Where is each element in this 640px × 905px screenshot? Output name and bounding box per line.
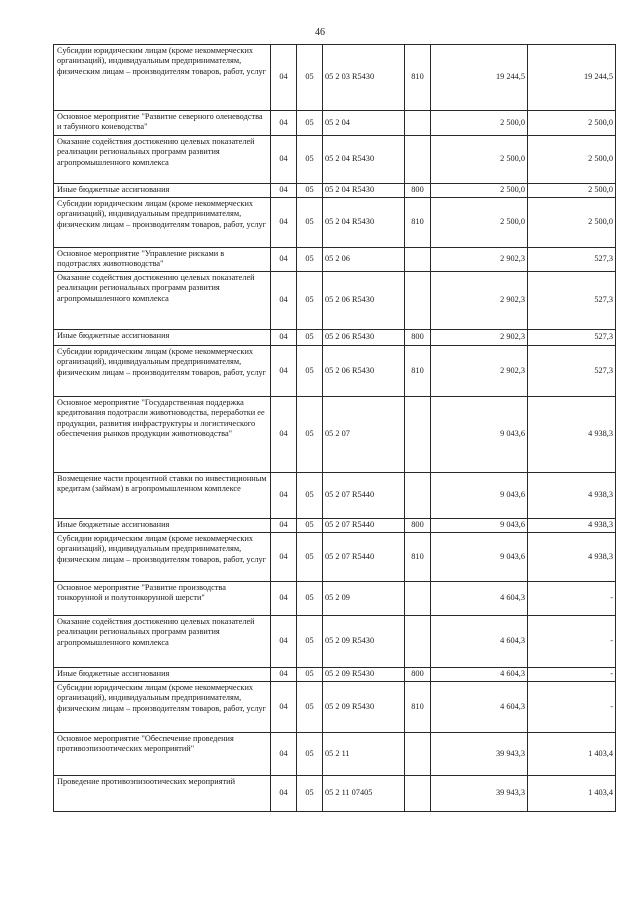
table-row [54, 330, 616, 346]
row-sum-1: 2 902,3 [431, 346, 528, 397]
row-sum-1: 2 500,0 [431, 184, 528, 198]
row-podrazdel: 05 [297, 184, 323, 198]
table-row [54, 533, 616, 582]
row-vr: 810 [405, 346, 431, 397]
row-podrazdel: 05 [297, 272, 323, 330]
row-razdel: 04 [271, 136, 297, 184]
row-name: Субсидии юридическим лицам (кроме некоммерческих организаций), индивидуальным предпринимателям, физическим лицам – производителям товаров, работ, услуг [54, 346, 271, 397]
row-csr: 05 2 07 R5440 [323, 519, 405, 533]
table-row [54, 184, 616, 198]
row-sum-2: 4 938,3 [528, 519, 616, 533]
row-vr: 810 [405, 45, 431, 111]
row-vr [405, 733, 431, 776]
row-razdel: 04 [271, 198, 297, 248]
budget-table [53, 44, 616, 812]
row-razdel: 04 [271, 733, 297, 776]
row-sum-2: 527,3 [528, 346, 616, 397]
row-sum-2: 527,3 [528, 330, 616, 346]
row-podrazdel: 05 [297, 330, 323, 346]
row-sum-1: 9 043,6 [431, 533, 528, 582]
row-sum-1: 4 604,3 [431, 616, 528, 668]
row-name: Субсидии юридическим лицам (кроме некоммерческих организаций), индивидуальным предпринимателям, физическим лицам – производителям товаров, работ, услуг [54, 682, 271, 733]
row-name: Основное мероприятие "Обеспечение проведения противоэпизоотических мероприятий" [54, 733, 271, 776]
row-podrazdel: 05 [297, 346, 323, 397]
row-vr: 800 [405, 668, 431, 682]
row-csr: 05 2 04 [323, 111, 405, 136]
row-sum-1: 2 500,0 [431, 198, 528, 248]
row-name: Субсидии юридическим лицам (кроме некоммерческих организаций), индивидуальным предпринимателям, физическим лицам – производителям товаров, работ, услуг [54, 533, 271, 582]
row-vr [405, 111, 431, 136]
row-vr [405, 136, 431, 184]
row-vr: 810 [405, 198, 431, 248]
row-podrazdel: 05 [297, 668, 323, 682]
row-podrazdel: 05 [297, 473, 323, 519]
row-sum-1: 19 244,5 [431, 45, 528, 111]
row-razdel: 04 [271, 248, 297, 272]
row-sum-2: 19 244,5 [528, 45, 616, 111]
row-razdel: 04 [271, 582, 297, 616]
table-row [54, 582, 616, 616]
row-sum-2: 2 500,0 [528, 198, 616, 248]
row-sum-1: 2 500,0 [431, 111, 528, 136]
row-sum-1: 4 604,3 [431, 668, 528, 682]
row-razdel: 04 [271, 346, 297, 397]
row-csr: 05 2 04 R5430 [323, 198, 405, 248]
row-podrazdel: 05 [297, 136, 323, 184]
row-sum-2: - [528, 582, 616, 616]
row-sum-2: - [528, 682, 616, 733]
table-row [54, 668, 616, 682]
row-podrazdel: 05 [297, 519, 323, 533]
row-vr [405, 248, 431, 272]
table-row [54, 45, 616, 111]
row-name: Оказание содействия достижению целевых показателей реализации региональных программ развития агропромышленного комплекса [54, 616, 271, 668]
row-razdel: 04 [271, 111, 297, 136]
table-row [54, 111, 616, 136]
row-csr: 05 2 07 [323, 397, 405, 473]
table-row [54, 733, 616, 776]
row-sum-1: 2 500,0 [431, 136, 528, 184]
row-csr: 05 2 09 R5430 [323, 668, 405, 682]
row-name: Основное мероприятие "Развитие производства тонкорунной и полутонкорунной шерсти" [54, 582, 271, 616]
table-row [54, 473, 616, 519]
row-csr: 05 2 06 R5430 [323, 346, 405, 397]
row-csr: 05 2 09 R5430 [323, 682, 405, 733]
row-sum-2: 4 938,3 [528, 473, 616, 519]
row-razdel: 04 [271, 776, 297, 812]
row-sum-1: 2 902,3 [431, 248, 528, 272]
table-row [54, 519, 616, 533]
row-sum-2: 4 938,3 [528, 397, 616, 473]
row-csr: 05 2 03 R5430 [323, 45, 405, 111]
row-name: Иные бюджетные ассигнования [54, 184, 271, 198]
row-razdel: 04 [271, 473, 297, 519]
table-body [54, 45, 616, 812]
row-name: Основное мероприятие "Развитие северного оленеводства и табунного коневодства" [54, 111, 271, 136]
row-sum-2: 1 403,4 [528, 776, 616, 812]
table-row [54, 616, 616, 668]
row-csr: 05 2 06 R5430 [323, 272, 405, 330]
row-razdel: 04 [271, 519, 297, 533]
row-razdel: 04 [271, 668, 297, 682]
row-name: Основное мероприятие "Управление рисками в подотраслях животноводства" [54, 248, 271, 272]
row-sum-1: 4 604,3 [431, 582, 528, 616]
row-razdel: 04 [271, 45, 297, 111]
row-podrazdel: 05 [297, 776, 323, 812]
row-podrazdel: 05 [297, 45, 323, 111]
row-sum-2: 527,3 [528, 248, 616, 272]
row-sum-2: 2 500,0 [528, 111, 616, 136]
row-csr: 05 2 06 R5430 [323, 330, 405, 346]
row-sum-2: - [528, 668, 616, 682]
row-razdel: 04 [271, 682, 297, 733]
row-sum-1: 2 902,3 [431, 272, 528, 330]
row-podrazdel: 05 [297, 616, 323, 668]
row-podrazdel: 05 [297, 248, 323, 272]
row-vr [405, 397, 431, 473]
row-csr: 05 2 06 [323, 248, 405, 272]
table-row [54, 682, 616, 733]
row-name: Оказание содействия достижению целевых показателей реализации региональных программ развития агропромышленного комплекса [54, 136, 271, 184]
row-csr: 05 2 09 R5430 [323, 616, 405, 668]
row-razdel: 04 [271, 272, 297, 330]
row-vr [405, 582, 431, 616]
row-sum-2: 2 500,0 [528, 136, 616, 184]
row-vr [405, 616, 431, 668]
row-sum-2: 1 403,4 [528, 733, 616, 776]
row-name: Оказание содействия достижению целевых показателей реализации региональных программ развития агропромышленного комплекса [54, 272, 271, 330]
row-name: Иные бюджетные ассигнования [54, 330, 271, 346]
row-sum-1: 9 043,6 [431, 473, 528, 519]
page-number: 46 [315, 27, 325, 38]
row-sum-1: 4 604,3 [431, 682, 528, 733]
table-row [54, 397, 616, 473]
row-podrazdel: 05 [297, 397, 323, 473]
table-row [54, 248, 616, 272]
table-row [54, 776, 616, 812]
row-csr: 05 2 07 R5440 [323, 533, 405, 582]
row-sum-1: 39 943,3 [431, 733, 528, 776]
row-vr [405, 776, 431, 812]
row-name: Субсидии юридическим лицам (кроме некоммерческих организаций), индивидуальным предпринимателям, физическим лицам – производителям товаров, работ, услуг [54, 45, 271, 111]
row-csr: 05 2 09 [323, 582, 405, 616]
row-podrazdel: 05 [297, 533, 323, 582]
row-sum-2: - [528, 616, 616, 668]
row-sum-1: 39 943,3 [431, 776, 528, 812]
row-name: Возмещение части процентной ставки по инвестиционным кредитам (займам) в агропромышленном комплексе [54, 473, 271, 519]
row-sum-2: 527,3 [528, 272, 616, 330]
row-podrazdel: 05 [297, 682, 323, 733]
row-razdel: 04 [271, 533, 297, 582]
row-vr: 800 [405, 330, 431, 346]
row-vr: 810 [405, 533, 431, 582]
row-razdel: 04 [271, 184, 297, 198]
row-podrazdel: 05 [297, 582, 323, 616]
row-name: Проведение противоэпизоотических мероприятий [54, 776, 271, 812]
row-sum-2: 2 500,0 [528, 184, 616, 198]
row-csr: 05 2 04 R5430 [323, 136, 405, 184]
row-sum-1: 9 043,6 [431, 397, 528, 473]
row-csr: 05 2 04 R5430 [323, 184, 405, 198]
row-csr: 05 2 07 R5440 [323, 473, 405, 519]
row-razdel: 04 [271, 330, 297, 346]
row-csr: 05 2 11 07405 [323, 776, 405, 812]
row-csr: 05 2 11 [323, 733, 405, 776]
row-sum-1: 9 043,6 [431, 519, 528, 533]
table-row [54, 272, 616, 330]
table-row [54, 136, 616, 184]
row-vr [405, 272, 431, 330]
row-podrazdel: 05 [297, 733, 323, 776]
row-name: Иные бюджетные ассигнования [54, 519, 271, 533]
row-podrazdel: 05 [297, 198, 323, 248]
row-vr: 800 [405, 184, 431, 198]
row-razdel: 04 [271, 616, 297, 668]
row-name: Основное мероприятие "Государственная поддержка кредитования подотрасли животноводства, переработки ее продукции, развития инфраструктуры и логистического обеспечения рынков продукции животноводства" [54, 397, 271, 473]
row-name: Субсидии юридическим лицам (кроме некоммерческих организаций), индивидуальным предпринимателям, физическим лицам – производителям товаров, работ, услуг [54, 198, 271, 248]
row-razdel: 04 [271, 397, 297, 473]
row-vr [405, 473, 431, 519]
row-sum-1: 2 902,3 [431, 330, 528, 346]
row-sum-2: 4 938,3 [528, 533, 616, 582]
row-name: Иные бюджетные ассигнования [54, 668, 271, 682]
table-row [54, 198, 616, 248]
table-row [54, 346, 616, 397]
row-vr: 810 [405, 682, 431, 733]
row-vr: 800 [405, 519, 431, 533]
row-podrazdel: 05 [297, 111, 323, 136]
